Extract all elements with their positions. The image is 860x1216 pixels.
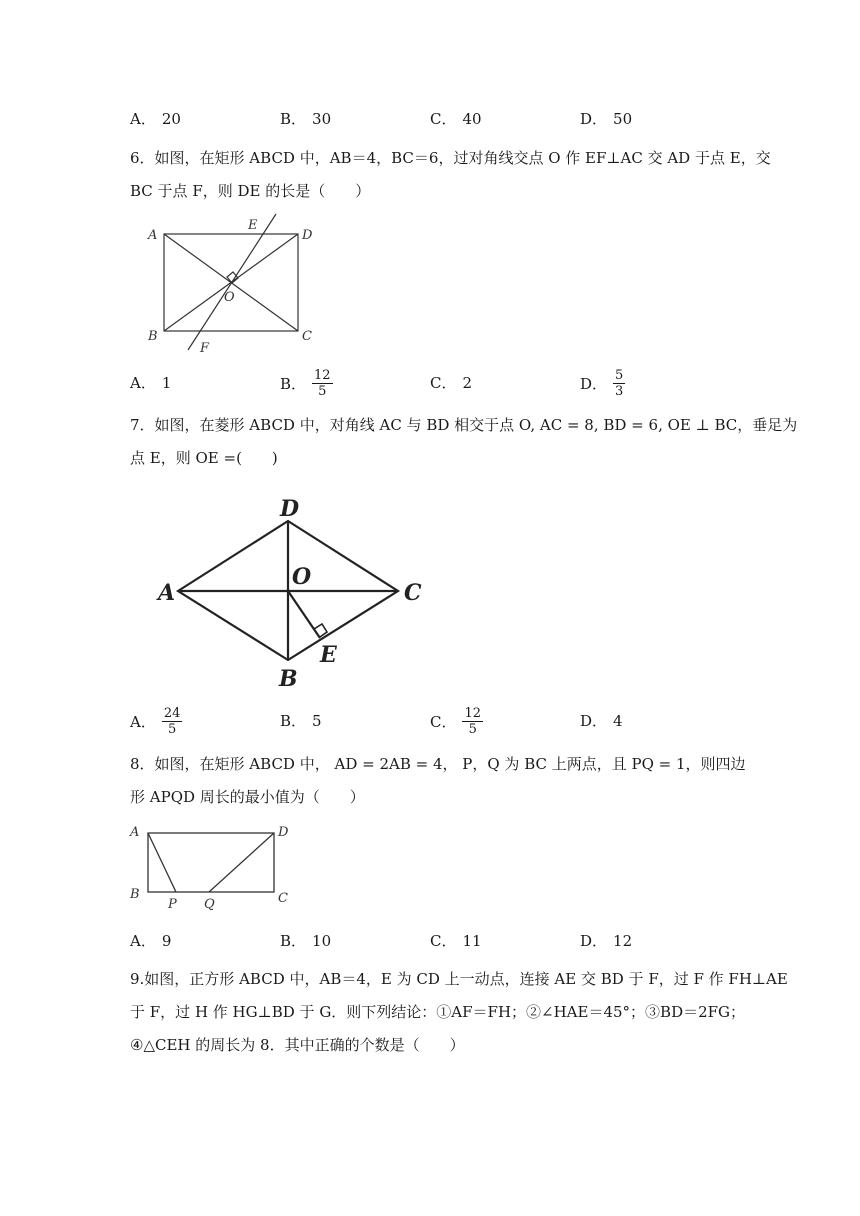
option-label: C．: [430, 932, 457, 950]
q9-stem-line-2: 于 F，过 H 作 HG⊥BD 于 G．则下列结论：①AF＝FH；②∠HAE＝45°；③BD＝2FG；: [130, 1003, 746, 1021]
q9-stem: [130, 963, 788, 1062]
option-value: 9: [161, 931, 172, 950]
q6-options: [130, 368, 730, 406]
option-value: 30: [312, 109, 332, 128]
q6-option-b[interactable]: [280, 368, 333, 399]
q5-option-b[interactable]: [280, 108, 331, 129]
option-label: D．: [580, 932, 608, 950]
q7-options: [130, 706, 730, 744]
q7-label-a: A: [158, 580, 176, 606]
denominator: 5: [167, 722, 177, 737]
fraction: [162, 706, 183, 737]
fraction: [613, 368, 625, 399]
option-value: 20: [161, 109, 181, 128]
option-label: D．: [580, 375, 608, 393]
option-label: B．: [280, 110, 307, 128]
option-value: 50: [613, 109, 633, 128]
q7-option-a[interactable]: [130, 706, 182, 737]
fraction: [312, 368, 333, 399]
option-value: 11: [462, 931, 482, 950]
option-label: B．: [280, 375, 307, 393]
fraction: [462, 706, 483, 737]
q5-option-c[interactable]: [430, 108, 482, 129]
option-label: C．: [430, 374, 457, 392]
q7-option-d[interactable]: [580, 710, 623, 731]
q8-options: [130, 930, 730, 960]
q8-option-b[interactable]: [280, 930, 331, 951]
q8-option-a[interactable]: [130, 930, 171, 951]
q9-stem-line-1: 9.如图，正方形 ABCD 中，AB＝4，E 为 CD 上一动点，连接 AE 交 BD 于 F，过 F 作 FH⊥AE: [130, 970, 788, 988]
option-value: 10: [312, 931, 332, 950]
q6-option-c[interactable]: [430, 372, 472, 393]
q6-label-b: B: [148, 329, 158, 344]
q8-stem: [130, 748, 746, 814]
q8-label-d: D: [278, 825, 289, 840]
q8-stem-line-2: 形 APQD 周长的最小值为（ ）: [130, 788, 365, 806]
q6-option-d[interactable]: [580, 368, 625, 399]
q8-label-p: P: [168, 897, 177, 912]
q8-option-c[interactable]: [430, 930, 482, 951]
q8-rectangle: [148, 833, 274, 892]
q7-segment-oe: [288, 591, 320, 638]
numerator: 12: [314, 368, 331, 383]
q5-option-d[interactable]: [580, 108, 632, 129]
q7-label-b: B: [279, 666, 298, 690]
option-label: C．: [430, 713, 457, 731]
denominator: 3: [615, 384, 624, 399]
q7-stem-line-1: 7．如图，在菱形 ABCD 中，对角线 AC 与 BD 相交于点 O, AC = 8, BD = 6, OE ⊥ BC，垂足为: [130, 416, 798, 434]
option-label: D．: [580, 110, 608, 128]
option-label: A．: [130, 374, 156, 392]
option-value: 5: [312, 711, 322, 730]
q8-segment-ap: [148, 833, 176, 892]
q8-label-c: C: [278, 891, 288, 906]
numerator: 12: [464, 706, 482, 721]
q7-option-c[interactable]: [430, 706, 483, 737]
option-label: A．: [130, 713, 156, 731]
q6-label-e: E: [248, 218, 258, 233]
option-label: B．: [280, 712, 307, 730]
q6-stem-line-1: 6．如图，在矩形 ABCD 中，AB＝4，BC＝6，过对角线交点 O 作 EF⊥AC 交 AD 于点 E，交: [130, 149, 771, 167]
q7-stem-line-2: 点 E，则 OE =( ): [130, 449, 278, 467]
q8-figure: [126, 818, 306, 914]
denominator: 5: [468, 722, 477, 737]
q7-label-c: C: [404, 580, 422, 606]
q6-label-d: D: [302, 228, 313, 243]
q8-stem-line-1: 8．如图，在矩形 ABCD 中， AD = 2AB = 4， P，Q 为 BC 上两点，且 PQ = 1，则四边: [130, 755, 746, 773]
q6-figure: [140, 212, 340, 357]
q6-label-f: F: [200, 341, 210, 356]
numerator: 24: [163, 706, 181, 721]
option-label: D．: [580, 712, 608, 730]
q7-figure: [150, 490, 440, 690]
q7-label-d: D: [280, 496, 300, 522]
q7-label-e: E: [320, 642, 337, 668]
option-value: 12: [613, 931, 633, 950]
q6-label-a: A: [148, 228, 158, 243]
option-label: B．: [280, 932, 307, 950]
q6-label-c: C: [302, 329, 312, 344]
q7-stem: [130, 409, 798, 475]
option-label: A．: [130, 110, 156, 128]
q6-label-o: O: [224, 290, 235, 305]
q6-stem: [130, 142, 771, 208]
q8-label-q: Q: [204, 897, 215, 912]
q7-label-o: O: [292, 564, 312, 590]
option-label: A．: [130, 932, 156, 950]
q8-label-b: B: [130, 887, 140, 902]
denominator: 5: [318, 384, 327, 399]
q6-stem-line-2: BC 于点 F，则 DE 的长是（ ）: [130, 182, 371, 200]
q8-label-a: A: [130, 825, 140, 840]
q6-option-a[interactable]: [130, 372, 171, 393]
q7-option-b[interactable]: [280, 710, 322, 731]
q8-option-d[interactable]: [580, 930, 632, 951]
option-value: 40: [462, 109, 482, 128]
option-label: C．: [430, 110, 457, 128]
q8-segment-dq: [209, 833, 274, 892]
numerator: 5: [615, 368, 624, 383]
q5-option-a[interactable]: [130, 108, 181, 129]
q9-stem-line-3: ④△CEH 的周长为 8．其中正确的个数是（ ）: [130, 1036, 465, 1054]
q5-options: [130, 108, 730, 138]
option-value: 1: [161, 373, 172, 392]
option-value: 4: [613, 711, 623, 730]
option-value: 2: [462, 373, 473, 392]
